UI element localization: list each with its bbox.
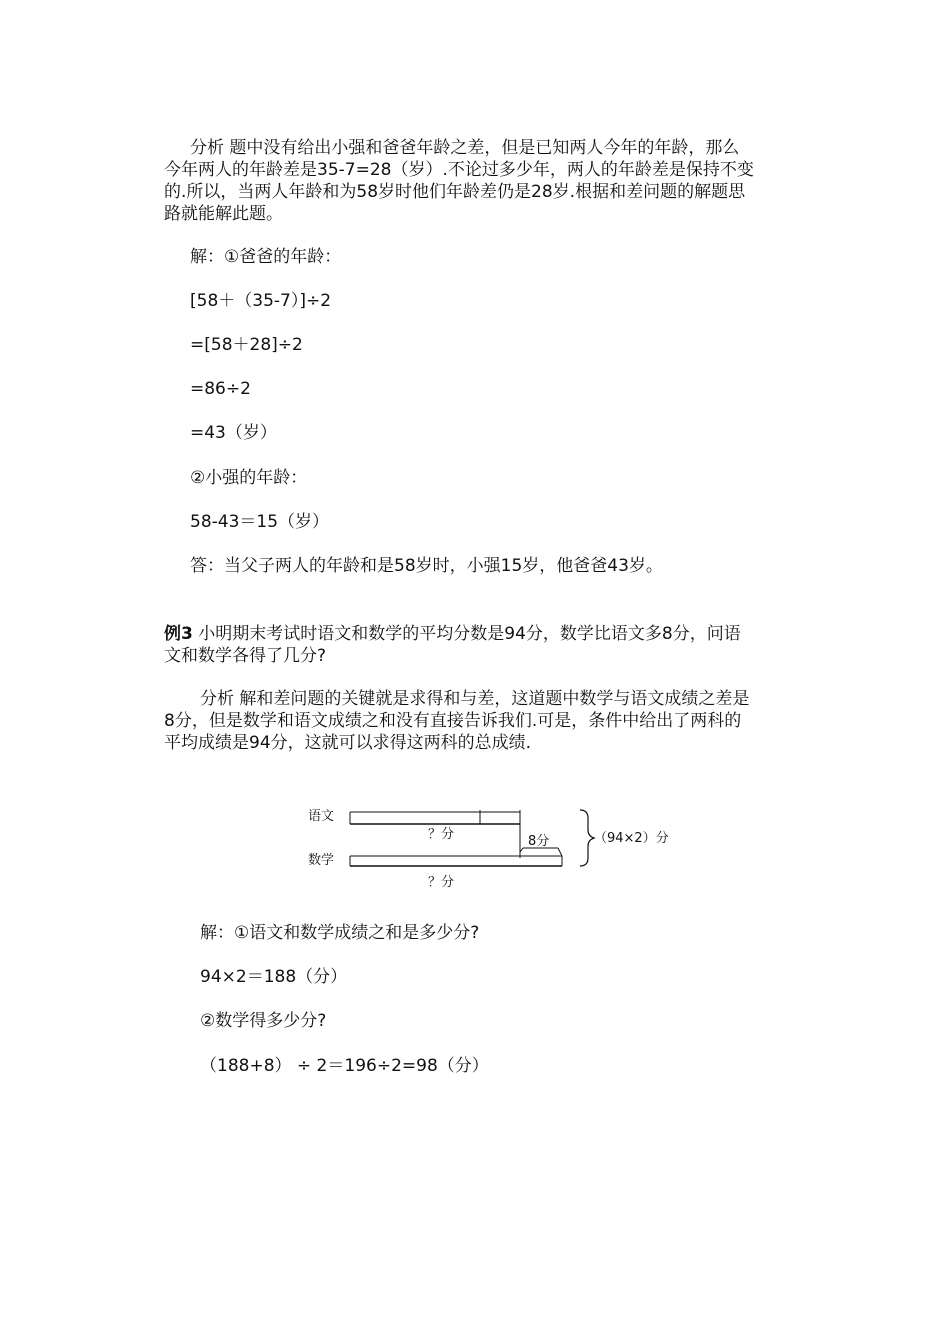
example3-line-2: 文和数学各得了几分? xyxy=(164,646,327,666)
solution3-step2-title: ②数学得多少分? xyxy=(200,1011,327,1031)
solution3-calc-2: （188+8） ÷ 2＝196÷2=98（分） xyxy=(200,1056,489,1076)
diagram-unknown-math: ？分 xyxy=(428,875,455,890)
solution1-calc-2: =[58＋28]÷2 xyxy=(190,335,303,355)
solution1-calc-4: =43（岁） xyxy=(190,423,277,443)
solution1-calc-1: [58＋（35-7）]÷2 xyxy=(190,291,332,311)
analysis3-line-3: 平均成绩是94分，这就可以求得这两科的总成绩. xyxy=(164,733,532,753)
solution3-step1-title: 解：①语文和数学成绩之和是多少分? xyxy=(200,923,480,943)
diff-bracket-right xyxy=(558,848,562,856)
segment-diagram xyxy=(300,800,680,900)
analysis3-line-1: 分析 解和差问题的关键就是求得和与差，这道题中数学与语文成绩之差是 xyxy=(200,689,750,709)
analysis1-line-2: 今年两人的年龄差是35-7=28（岁）.不论过多少年，两人的年龄差是保持不变 xyxy=(164,160,754,180)
analysis1-line-4: 路就能解此题。 xyxy=(164,204,283,224)
example3-question: 小明期末考试时语文和数学的平均分数是94分，数学比语文多8分，问语 xyxy=(192,624,741,644)
solution1-calc-5: 58-43＝15（岁） xyxy=(190,512,330,532)
diagram-total-label: （94×2）分 xyxy=(594,831,669,846)
total-brace xyxy=(580,810,594,866)
diagram-unknown-chinese: ？分 xyxy=(428,827,455,842)
analysis1-line-3: 的.所以，当两人年龄和为58岁时他们年龄差仍是28岁.根据和差问题的解题思 xyxy=(164,182,746,202)
solution1-step2-title: ②小强的年龄： xyxy=(190,468,308,488)
solution1-step1-title: 解：①爸爸的年龄： xyxy=(190,247,342,267)
solution3-calc-1: 94×2＝188（分） xyxy=(200,967,348,987)
diagram-label-math: 数学 xyxy=(308,853,335,868)
analysis3-line-2: 8分，但是数学和语文成绩之和没有直接告诉我们.可是，条件中给出了两科的 xyxy=(164,711,742,731)
example3-line-1 xyxy=(164,623,741,645)
solution1-calc-3: =86÷2 xyxy=(190,379,251,399)
solution1-answer: 答：当父子两人的年龄和是58岁时，小强15岁，他爸爸43岁。 xyxy=(190,556,663,576)
analysis1-line-1: 分析 题中没有给出小强和爸爸年龄之差，但是已知两人今年的年龄，那么 xyxy=(190,138,740,158)
diagram-label-chinese: 语文 xyxy=(308,809,335,824)
example3-label: 例3 xyxy=(164,624,193,644)
diagram-diff-label: 8分 xyxy=(528,834,550,849)
